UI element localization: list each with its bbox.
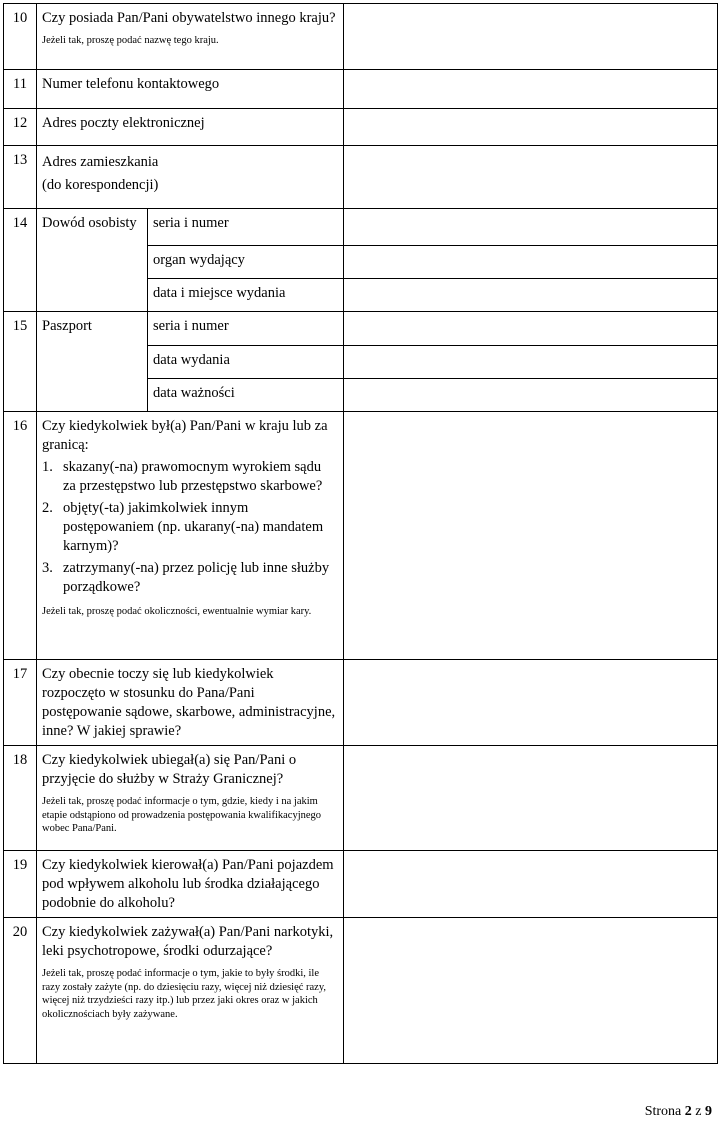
question-text-secondary: (do korespondencji) — [42, 177, 159, 193]
question-items — [42, 458, 337, 597]
answer-field[interactable] — [344, 918, 718, 1064]
sub-label: data ważności — [148, 379, 344, 412]
question-text: Czy posiada Pan/Pani obywatelstwo innego kraju? — [42, 10, 336, 26]
question-text: Czy kiedykolwiek zażywał(a) Pan/Pani narkotyki, leki psychotropowe, środki odurzające? — [42, 924, 334, 959]
question-cell — [37, 109, 344, 146]
row-20 — [4, 918, 718, 1064]
row-14 — [4, 209, 718, 246]
footer-current-page: 2 — [684, 1104, 692, 1119]
question-cell — [37, 312, 148, 412]
row-number: 18 — [4, 746, 37, 851]
sub-label: data i miejsce wydania — [148, 279, 344, 312]
footer-prefix: Strona — [644, 1104, 682, 1119]
row-11 — [4, 70, 718, 109]
question-cell — [37, 70, 344, 109]
row-17 — [4, 660, 718, 746]
row-13 — [4, 146, 718, 209]
row-19 — [4, 851, 718, 918]
question-note: Jeżeli tak, proszę podać okoliczności, ewentualnie wymiar kary. — [42, 606, 312, 617]
question-cell — [37, 851, 344, 918]
row-number: 17 — [4, 660, 37, 746]
question-note: Jeżeli tak, proszę podać nazwę tego kraju. — [42, 35, 219, 46]
page-number-footer — [645, 1104, 712, 1120]
row-number: 19 — [4, 851, 37, 918]
row-number: 10 — [4, 4, 37, 70]
row-number: 20 — [4, 918, 37, 1064]
answer-field[interactable] — [344, 246, 718, 279]
footer-separator: z — [695, 1104, 702, 1119]
sub-label: seria i numer — [148, 312, 344, 346]
row-number: 15 — [4, 312, 37, 412]
answer-field[interactable] — [344, 346, 718, 379]
row-18 — [4, 746, 718, 851]
answer-field[interactable] — [344, 379, 718, 412]
question-cell — [37, 746, 344, 851]
question-text: Adres poczty elektronicznej — [42, 115, 205, 131]
answer-field[interactable] — [344, 109, 718, 146]
sub-label: data wydania — [148, 346, 344, 379]
question-cell — [37, 918, 344, 1064]
answer-field[interactable] — [344, 312, 718, 346]
question-note: Jeżeli tak, proszę podać informacje o tym, jakie to były środki, ile razy zostały zażyte (np. do dziesięciu razy, więcej niż dziesięć razy, więcej niż trzydzieści razy itp.) lub przez jaki okres oraz w jakich okolicznościach były zażywane. — [42, 968, 327, 1020]
row-16 — [4, 412, 718, 660]
footer-total-pages: 9 — [705, 1104, 712, 1119]
question-cell — [37, 412, 344, 660]
row-12 — [4, 109, 718, 146]
question-cell — [37, 4, 344, 70]
row-number: 13 — [4, 146, 37, 209]
list-item: 2. objęty(-ta) jakimkolwiek innym postępowaniem (np. ukarany(-na) mandatem karnym)? — [42, 500, 324, 554]
list-item: 3. zatrzymany(-na) przez policję lub inne służby porządkowe? — [42, 560, 330, 595]
question-text: Dowód osobisty — [42, 215, 137, 231]
sub-label: organ wydający — [148, 246, 344, 279]
row-number: 14 — [4, 209, 37, 312]
answer-field[interactable] — [344, 146, 718, 209]
question-text: Adres zamieszkania — [42, 154, 159, 170]
sub-label: seria i numer — [148, 209, 344, 246]
list-item: 1. skazany(-na) prawomocnym wyrokiem sądu za przestępstwo lub przestępstwo skarbowe? — [42, 459, 323, 494]
question-text: Czy obecnie toczy się lub kiedykolwiek rozpoczęto w stosunku do Pana/Pani postępowanie sądowe, skarbowe, administracyjne, inne? W jakiej sprawie? — [42, 666, 336, 739]
questionnaire-table — [3, 3, 718, 1064]
question-cell — [37, 146, 344, 209]
question-text: Czy kiedykolwiek ubiegał(a) się Pan/Pani o przyjęcie do służby w Straży Granicznej? — [42, 752, 297, 787]
row-15 — [4, 312, 718, 346]
row-10 — [4, 4, 718, 70]
answer-field[interactable] — [344, 279, 718, 312]
answer-field[interactable] — [344, 746, 718, 851]
question-text: Paszport — [42, 318, 92, 334]
answer-field[interactable] — [344, 851, 718, 918]
row-number: 12 — [4, 109, 37, 146]
answer-field[interactable] — [344, 70, 718, 109]
answer-field[interactable] — [344, 412, 718, 660]
question-cell — [37, 209, 148, 312]
question-text: Czy kiedykolwiek kierował(a) Pan/Pani pojazdem pod wpływem alkoholu lub środka działającego podobnie do alkoholu? — [42, 857, 334, 911]
answer-field[interactable] — [344, 4, 718, 70]
question-cell — [37, 660, 344, 746]
answer-field[interactable] — [344, 209, 718, 246]
row-number: 16 — [4, 412, 37, 660]
question-note: Jeżeli tak, proszę podać informacje o tym, gdzie, kiedy i na jakim etapie odstąpiono od prowadzenia postępowania kwalifikacyjnego wobec Pana/Pani. — [42, 796, 322, 834]
row-number: 11 — [4, 70, 37, 109]
question-text: Numer telefonu kontaktowego — [42, 76, 220, 92]
answer-field[interactable] — [344, 660, 718, 746]
question-text: Czy kiedykolwiek był(a) Pan/Pani w kraju lub za granicą: — [42, 418, 328, 453]
